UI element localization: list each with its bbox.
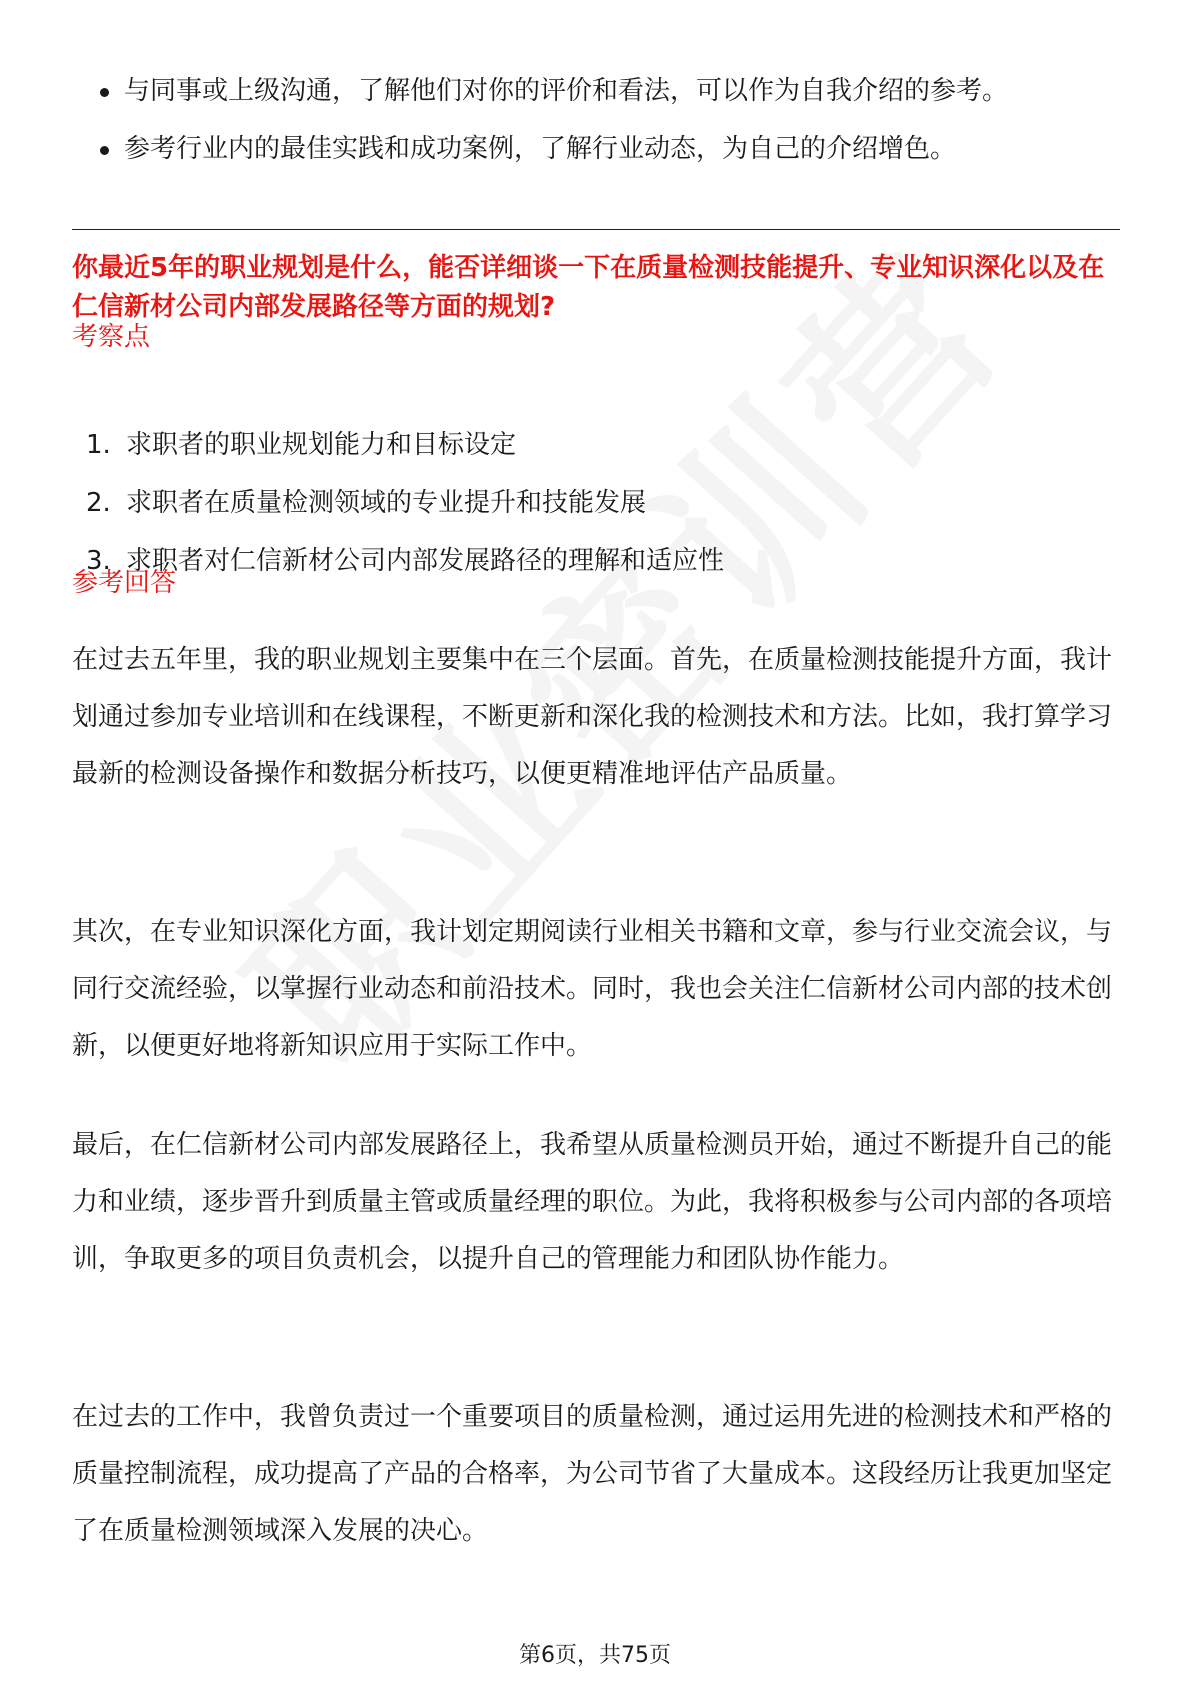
- exam-points-heading: 考察点: [72, 322, 151, 352]
- bullet-dot-icon: [100, 146, 109, 155]
- bullet-dot-icon: [100, 88, 109, 97]
- item-number: 1.: [86, 430, 111, 460]
- tips-bullet-list: [72, 62, 1132, 178]
- list-item: [72, 62, 1132, 120]
- list-item: [72, 120, 1132, 178]
- answer-paragraph: 在过去的工作中，我曾负责过一个重要项目的质量检测，通过运用先进的检测技术和严格的质量控制流程，成功提高了产品的合格率，为公司节省了大量成本。这段经历让我更加坚定了在质量检测领域深入发展的决心。: [72, 1402, 1113, 1546]
- item-text: 求职者在质量检测领域的专业提升和技能发展: [126, 488, 647, 518]
- item-number: 2.: [86, 488, 111, 518]
- page-number-footer: 第6页，共75页: [519, 1643, 671, 1668]
- bullet-text: 与同事或上级沟通，了解他们对你的评价和看法，可以作为自我介绍的参考。: [124, 76, 1009, 106]
- reference-answer-heading: 参考回答: [72, 568, 177, 598]
- item-text: 求职者对仁信新材公司内部发展路径的理解和适应性: [126, 546, 725, 576]
- list-item: [72, 474, 1112, 532]
- interview-question: 你最近5年的职业规划是什么，能否详细谈一下在质量检测技能提升、专业知识深化以及在仁信新材公司内部发展路径等方面的规划?: [72, 253, 1105, 322]
- item-number: 3.: [86, 546, 111, 576]
- list-item: [72, 532, 1112, 590]
- list-item: [72, 416, 1112, 474]
- answer-paragraph: 在过去五年里，我的职业规划主要集中在三个层面。首先，在质量检测技能提升方面，我计划通过参加专业培训和在线课程，不断更新和深化我的检测技术和方法。比如，我打算学习最新的检测设备操作和数据分析技巧，以便更精准地评估产品质量。: [72, 645, 1113, 789]
- item-text: 求职者的职业规划能力和目标设定: [126, 430, 517, 460]
- answer-paragraph: 其次，在专业知识深化方面，我计划定期阅读行业相关书籍和文章，参与行业交流会议，与同行交流经验，以掌握行业动态和前沿技术。同时，我也会关注仁信新材公司内部的技术创新，以便更好地将新知识应用于实际工作中。: [72, 917, 1113, 1061]
- section-divider: [72, 229, 1120, 230]
- answer-paragraph: 最后，在仁信新材公司内部发展路径上，我希望从质量检测员开始，通过不断提升自己的能力和业绩，逐步晋升到质量主管或质量经理的职位。为此，我将积极参与公司内部的各项培训，争取更多的项目负责机会，以提升自己的管理能力和团队协作能力。: [72, 1130, 1113, 1274]
- exam-points-list: [72, 416, 1112, 590]
- bullet-text: 参考行业内的最佳实践和成功案例，了解行业动态，为自己的介绍增色。: [124, 134, 957, 164]
